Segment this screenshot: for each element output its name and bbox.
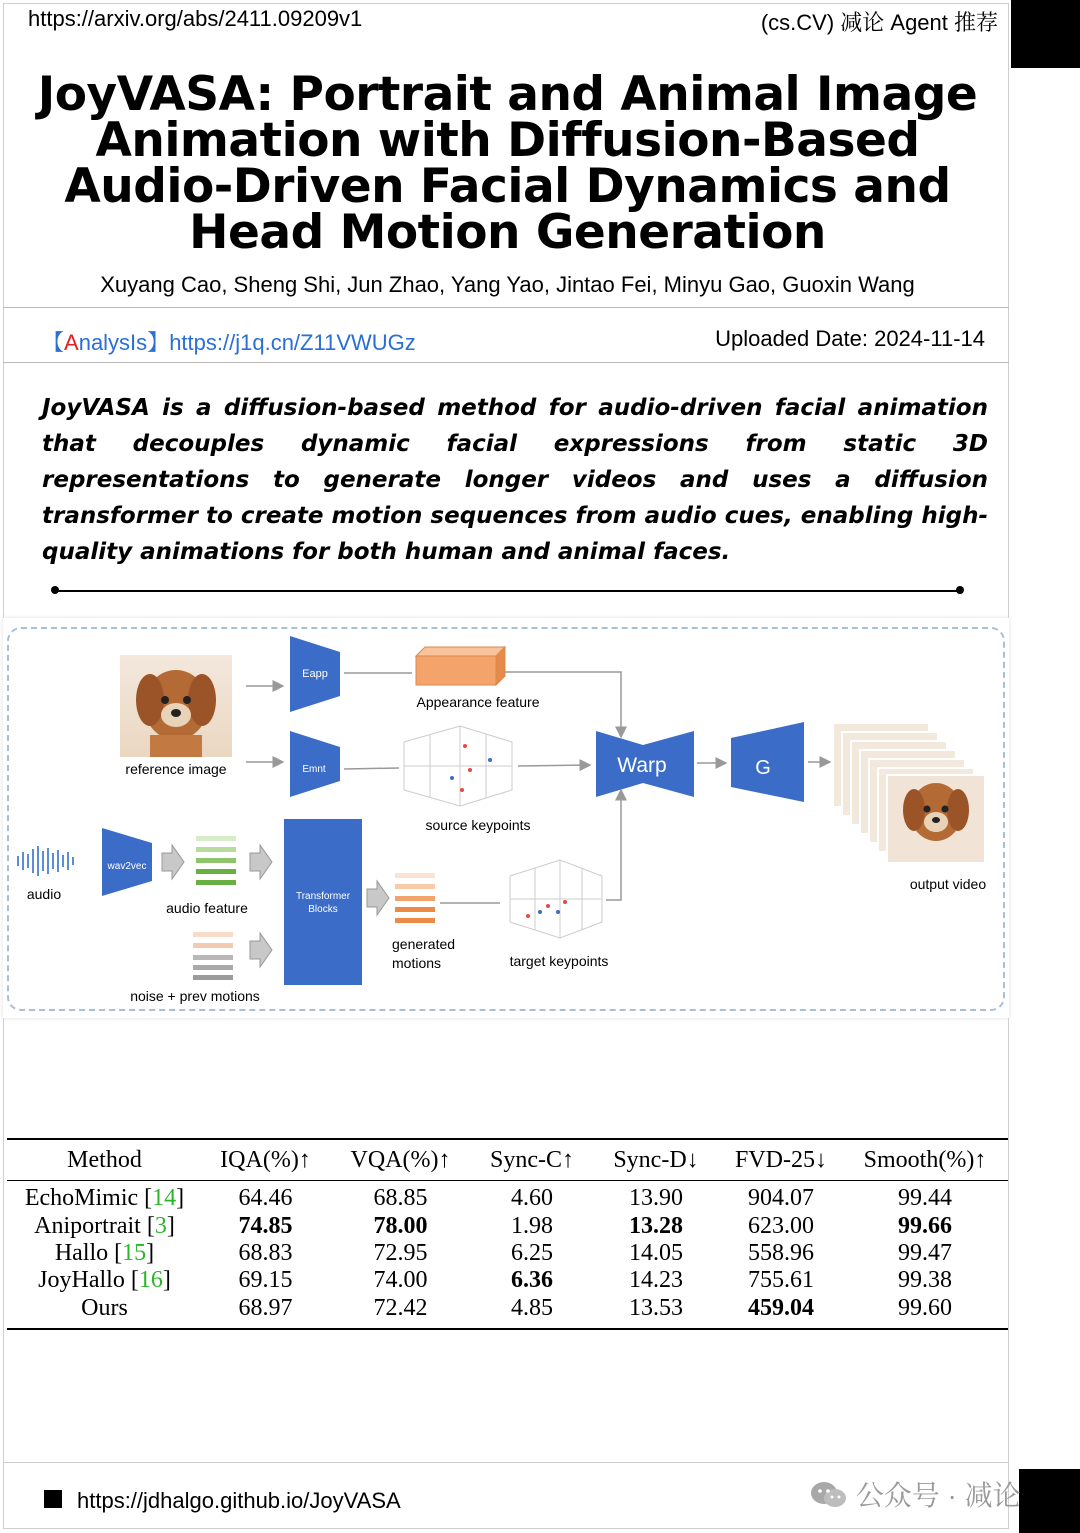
cell: 904.07: [748, 1185, 814, 1212]
table-bottom-rule: [7, 1328, 1008, 1330]
header-fvd: FVD-25↓: [734, 1146, 827, 1173]
method-cell: EchoMimic [14]: [24, 1185, 185, 1212]
category-label: (cs.CV) 减论 Agent 推荐: [760, 10, 998, 35]
target-keypoints-label: target keypoints: [509, 953, 609, 969]
emnt-label: Emnt: [302, 764, 326, 775]
citation-link[interactable]: 16: [138, 1267, 163, 1294]
header-smooth: Smooth(%)↑: [863, 1146, 987, 1173]
cell: 13.53: [629, 1294, 683, 1321]
header-sync-d: Sync-D↓: [613, 1146, 699, 1173]
wav2vec-label: wav2vec: [107, 861, 147, 872]
wechat-icon: [810, 1480, 848, 1510]
cell: 14.23: [629, 1267, 683, 1294]
reference-dog-image: [120, 655, 232, 757]
cell: 14.05: [629, 1239, 683, 1266]
cell: 4.85: [511, 1294, 553, 1321]
cell: 72.42: [373, 1294, 428, 1321]
citation-link[interactable]: 3: [154, 1212, 167, 1239]
output-video-frames: [833, 723, 985, 863]
reference-image-label: reference image: [125, 761, 227, 777]
table-row: [7, 1212, 1008, 1239]
output-video-label: output video: [909, 876, 987, 892]
cell: 13.28: [629, 1212, 683, 1239]
watermark-text: 公众号 · 减论: [855, 1480, 1021, 1511]
wechat-watermark: [810, 1474, 1021, 1514]
cell: 99.44: [898, 1185, 952, 1212]
cell: 69.15: [238, 1267, 293, 1294]
authors: Xuyang Cao, Sheng Shi, Jun Zhao, Yang Yao, Jintao Fei, Minyu Gao, Guoxin Wang: [100, 272, 915, 297]
citation-link[interactable]: 14: [152, 1185, 177, 1212]
cell: 68.83: [238, 1239, 293, 1266]
bullet-square-icon: [44, 1490, 62, 1508]
results-table: [7, 1138, 1008, 1330]
generated-motions-label-2: motions: [392, 955, 442, 971]
analysis-url[interactable]: https://j1q.cn/Z11VWUGz: [169, 330, 416, 355]
cell: 74.00: [373, 1267, 428, 1294]
analysis-letter: A: [64, 330, 79, 355]
cell: 74.85: [238, 1212, 293, 1239]
cell: 99.60: [898, 1294, 952, 1321]
flow-arrow: [250, 933, 272, 967]
cell: 68.85: [373, 1185, 428, 1212]
cell: 4.60: [511, 1185, 553, 1212]
appearance-feature-block: [416, 647, 505, 685]
cell: 78.00: [373, 1212, 428, 1239]
cell: 1.98: [511, 1212, 553, 1239]
appearance-feature-label: Appearance feature: [416, 694, 540, 710]
transformer-blocks: [284, 819, 362, 985]
cell: 99.38: [898, 1267, 952, 1294]
cell: 72.95: [373, 1239, 428, 1266]
cell: 459.04: [748, 1294, 814, 1321]
cell: 68.97: [238, 1294, 293, 1321]
arxiv-url[interactable]: https://arxiv.org/abs/2411.09209v1: [28, 6, 363, 31]
paper-title: JoyVASA: Portrait and Animal Image Animation with Diffusion-Based Audio-Driven Facial Dynamics and Head Motion Generation: [37, 67, 978, 260]
audio-label: audio: [26, 886, 62, 902]
noise-prev-motion-bars: [193, 932, 233, 980]
table-row: [7, 1240, 1008, 1267]
noise-prev-motions-label: noise + prev motions: [130, 988, 260, 1004]
uploaded-date: Uploaded Date: 2024-11-14: [715, 326, 985, 351]
citation-link[interactable]: 15: [122, 1239, 147, 1266]
audio-feature-label: audio feature: [166, 900, 248, 916]
target-keypoints-plot: [510, 860, 602, 938]
header-sync-c: Sync-C↑: [490, 1146, 574, 1173]
header-method: Method: [67, 1146, 142, 1173]
audio-waveform-icon: [18, 846, 73, 876]
target-keypoint-dots: [526, 900, 567, 918]
transformer-label-2: Blocks: [308, 904, 338, 915]
g-label: G: [755, 757, 771, 779]
transformer-label-1: Transformer: [295, 891, 351, 902]
header-vqa: VQA(%)↑: [350, 1146, 451, 1173]
summary: JoyVASA is a diffusion-based method for audio-driven facial animation that decouples dynamic facial expressions from static 3D representations to generate longer videos and uses a diffusion transformer to create motion sequences from audio cues, enabling high-quality animations for both human and animal faces.: [42, 395, 988, 565]
bottom-block: [1019, 1469, 1080, 1533]
analysis-label: nalysIs】: [78, 330, 170, 355]
cell: 13.90: [629, 1185, 683, 1212]
table-row: [7, 1267, 1008, 1294]
generated-motions-label-1: generated: [392, 936, 456, 952]
cell: 99.47: [898, 1239, 952, 1266]
eapp-label: Eapp: [302, 668, 328, 680]
method-cell: JoyHallo [16]: [38, 1267, 171, 1294]
flow-arrow: [162, 845, 184, 879]
cell: 64.46: [238, 1185, 293, 1212]
cell: 558.96: [748, 1239, 814, 1266]
source-keypoints-plot: [404, 726, 512, 806]
cell: 623.00: [748, 1212, 814, 1239]
method-cell: Aniportrait [3]: [34, 1212, 175, 1239]
header-iqa: IQA(%)↑: [220, 1146, 311, 1173]
cell: 6.25: [511, 1239, 553, 1266]
method-cell: Hallo [15]: [54, 1239, 155, 1266]
table-row: [7, 1295, 1008, 1322]
cell: 755.61: [748, 1267, 814, 1294]
cell: 6.36: [511, 1267, 553, 1294]
table-header: [7, 1140, 1008, 1181]
audio-feature-bars: [196, 836, 236, 885]
generated-motion-bars: [395, 873, 435, 923]
source-keypoints-label: source keypoints: [425, 817, 531, 833]
flow-arrow: [367, 881, 389, 915]
project-link[interactable]: https://jdhalgo.github.io/JoyVASA: [77, 1488, 401, 1513]
cell: 99.66: [898, 1212, 952, 1239]
flow-arrow: [250, 845, 272, 879]
table-row: [7, 1185, 1008, 1212]
analysis-bracket: 【: [42, 330, 65, 355]
warp-label: Warp: [617, 754, 667, 777]
footer-divider: [3, 1462, 1009, 1463]
method-cell: Ours: [81, 1294, 128, 1321]
